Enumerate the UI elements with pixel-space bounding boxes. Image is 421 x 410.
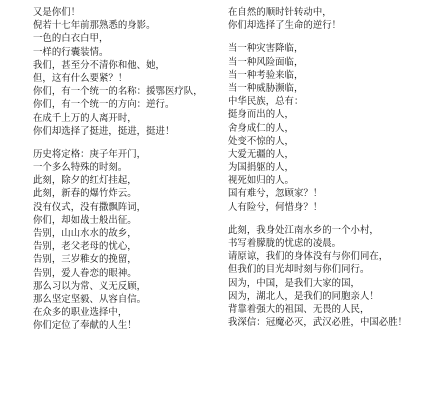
- poem-line: 告别，山山水水的故乡，: [33, 228, 137, 239]
- poem-line: 舍身成仁的人，: [228, 122, 294, 134]
- poem-line: 当一种考验来临，: [228, 69, 304, 81]
- poem-line: 但我们的目光却时刻与你们同行。: [228, 264, 370, 276]
- poem-line: 视死如归的人。: [228, 175, 294, 187]
- poem-line: 因为，湖北人，是我们的同胞亲人！: [228, 290, 379, 302]
- poem-line: 大爱无疆的人，: [228, 148, 294, 160]
- poem-line: 人有险兮，何惜身？！: [228, 201, 323, 213]
- poem-line: 一个多么特殊的时刻。: [33, 162, 128, 174]
- poem-line: 因为，中国，是我们大家的国，: [228, 277, 360, 289]
- poem-line: 在成千上万的人离开时，: [33, 112, 137, 124]
- poem-line: 为国捐躯的人，: [228, 162, 294, 174]
- poem-line: 请原谅，我们的身体没有与你们同在，: [228, 251, 389, 263]
- poem-line: 但，这有什么要紧？！: [33, 72, 128, 84]
- poem-line: 国有难兮，忽顾家？！: [228, 188, 323, 200]
- poem-line: 当一种威胁濒临，: [228, 82, 304, 94]
- poem-line: 此刻，新春的爆竹炸云。: [33, 188, 137, 200]
- poem-line: 你们，有一个统一的名称：援鄂医疗队，: [33, 86, 203, 98]
- poem-line: 告别，老父老母的忧心，: [33, 241, 137, 253]
- poem-line: 倪若十七年前那熟悉的身影。: [33, 20, 156, 32]
- poem-line: 中华民族，总有：: [228, 96, 304, 108]
- right-stanza: [228, 224, 421, 330]
- poem-line: 我深信：冠魔必灭，武汉必胜，中国必胜！: [228, 317, 408, 329]
- poem-line: 告别，爱人眷恋的眼神。: [33, 267, 137, 279]
- right-stanza: [228, 42, 421, 213]
- poem-line: 你们，有一个统一的方向：逆行。: [33, 99, 175, 111]
- poem-line: 当一种灾害降临，: [228, 43, 304, 55]
- poem-line: 那么习以为常、义无反顾，: [33, 280, 147, 292]
- poem-line: 那么坚定坚毅、从容自信。: [33, 293, 147, 305]
- poem-line: 背靠着强大的祖国、无畏的人民，: [228, 303, 370, 315]
- left-stanza: [33, 148, 229, 333]
- poem-line: 又是你们！: [33, 7, 81, 18]
- poem-line: 告别，三岁稚女的挽留，: [33, 254, 137, 266]
- left-stanza: [33, 6, 229, 138]
- poem-line: 你们，却如战士般出征。: [33, 214, 137, 226]
- poem-line: 没有仪式，没有撒飘阵词，: [33, 201, 147, 213]
- poem-line: 历史将定格：庚子年开门，: [33, 148, 147, 160]
- poem-line: 处变不惊的人，: [228, 135, 294, 147]
- poem-line: 你们定位了奉献的人生！: [33, 320, 137, 332]
- right-poem-column: [228, 6, 421, 339]
- poem-line: 你们却选择了生命的逆行！: [228, 20, 342, 32]
- poem-line: 此刻，除夕的红灯挂起，: [33, 175, 137, 187]
- poem-line: 此刻，我身处江南水乡的一个小村，: [228, 224, 379, 236]
- poem-line: 一色的白衣白甲，: [33, 33, 109, 45]
- poem-line: 在自然的顺时针转动中，: [228, 7, 332, 18]
- poem-line: 一样的行囊装情。: [33, 46, 109, 58]
- poem-line: 在众多的职业选择中，: [33, 307, 128, 319]
- right-stanza: [228, 6, 421, 32]
- poem-line: 我们，甚至分不清你和他、她，: [33, 59, 165, 71]
- poem-line: 当一种风险面临，: [228, 56, 304, 68]
- poem-line: 你们却选择了挺进，挺进，挺进！: [33, 125, 175, 137]
- left-poem-column: [33, 6, 229, 343]
- poem-line: 书写着朦胧的忧虑的凌晨。: [228, 238, 342, 249]
- poem-line: 挺身而出的人，: [228, 109, 294, 121]
